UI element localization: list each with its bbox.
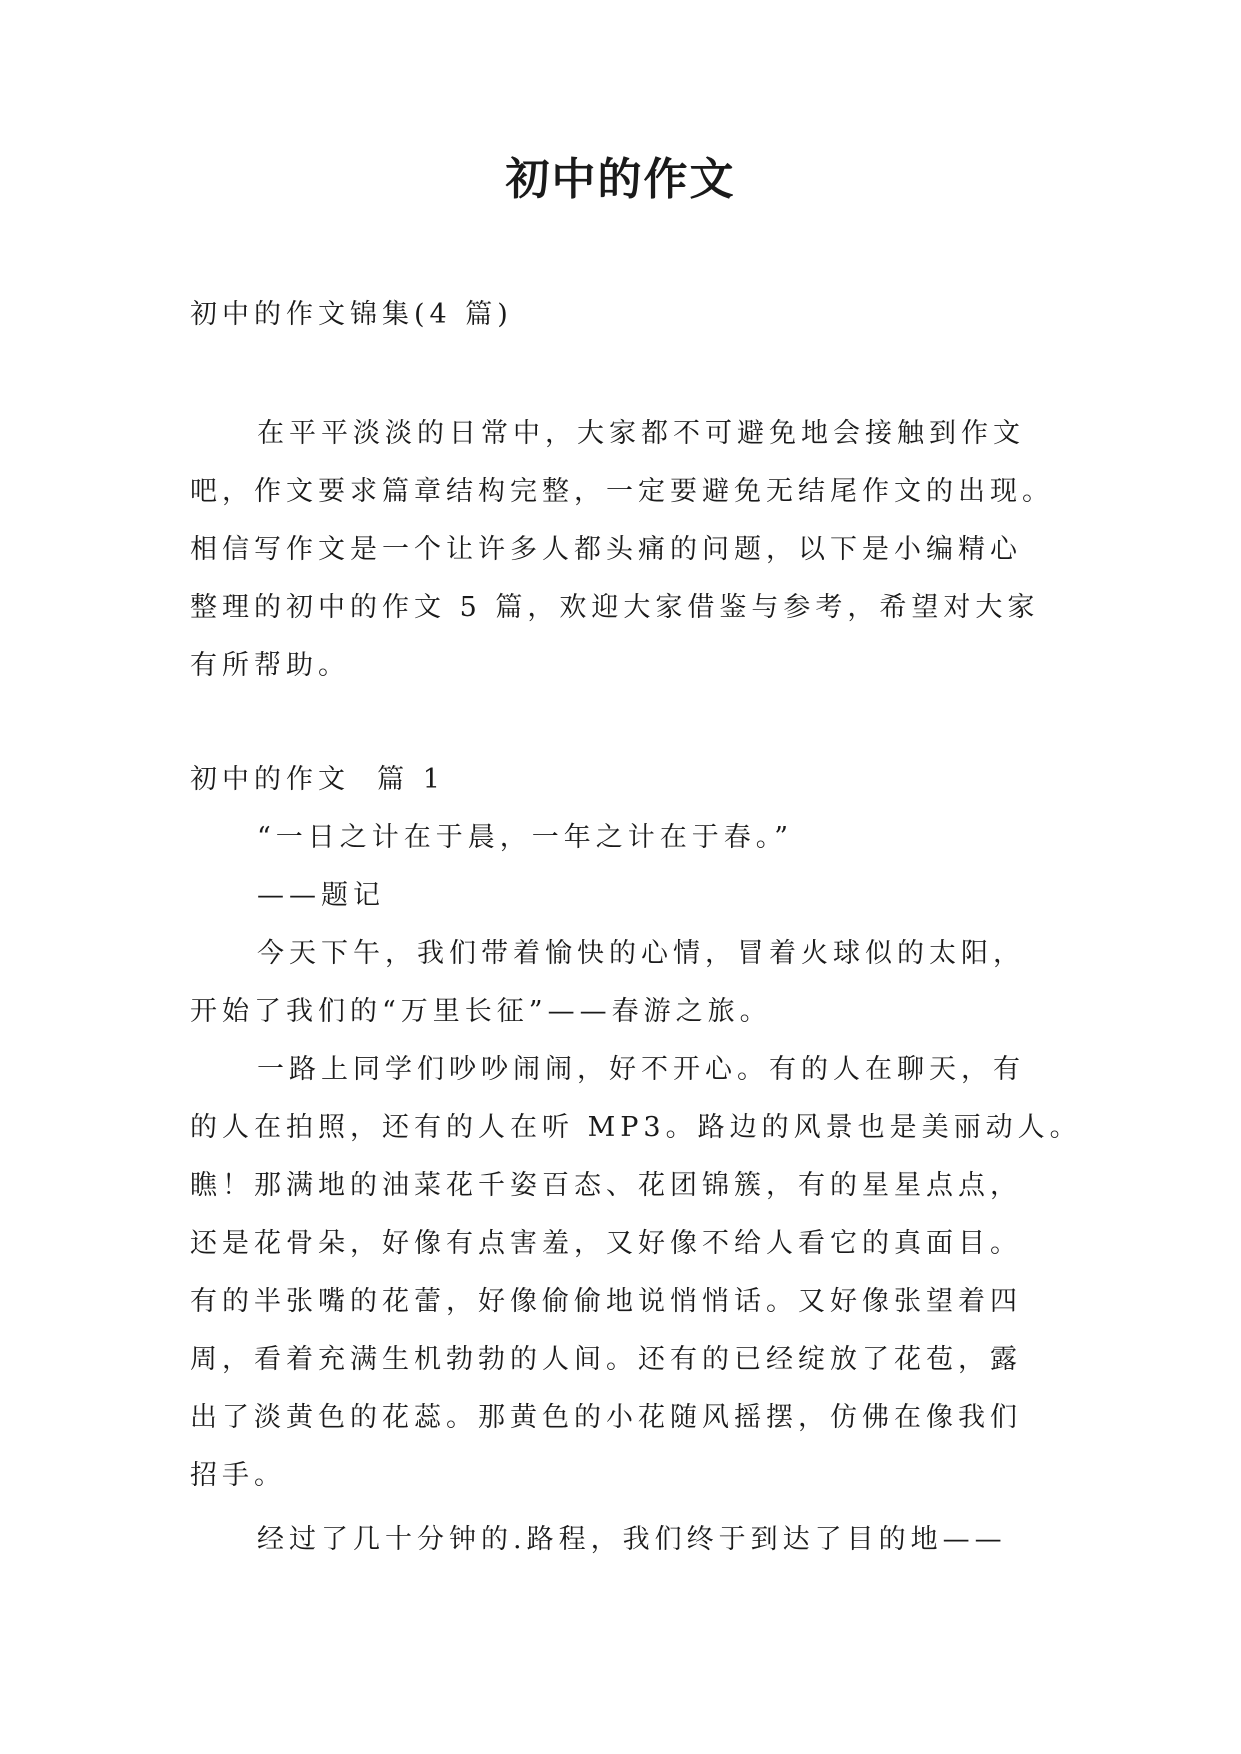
paragraph-line: 有的半张嘴的花蕾，好像偷偷地说悄悄话。又好像张望着四 — [190, 1286, 1022, 1317]
paragraph-line: 出了淡黄色的花蕊。那黄色的小花随风摇摆，仿佛在像我们 — [190, 1402, 1022, 1433]
paragraph-line: 周，看着充满生机勃勃的人间。还有的已经绽放了花苞，露 — [190, 1344, 1022, 1375]
paragraph-line: 经过了几十分钟的.路程，我们终于到达了目的地—— — [257, 1524, 1007, 1555]
intro-line: 整理的初中的作文 5 篇，欢迎大家借鉴与参考，希望对大家 — [190, 592, 1040, 623]
document-body — [190, 286, 1082, 1569]
section-heading: 初中的作文 篇 1 — [190, 764, 445, 795]
intro-line: 相信写作文是一个让许多人都头痛的问题，以下是小编精心 — [190, 534, 1022, 565]
paragraph-3 — [190, 1511, 1070, 1569]
paragraph-line: 瞧！那满地的油菜花千姿百态、花团锦簇，有的星星点点， — [190, 1170, 1022, 1201]
paragraph-2 — [190, 1041, 1082, 1505]
spacer — [190, 695, 1070, 751]
epigraph-source: ——题记 — [257, 880, 385, 911]
intro-line: 吧，作文要求篇章结构完整，一定要避免无结尾作文的出现。 — [190, 476, 1054, 507]
epigraph-quote: “一日之计在于晨，一年之计在于春。” — [257, 822, 794, 853]
document-title: 初中的作文 — [505, 154, 736, 205]
intro-paragraph — [190, 405, 1070, 695]
paragraph-line: 一路上同学们吵吵闹闹，好不开心。有的人在聊天，有 — [257, 1054, 1025, 1085]
paragraph-line: 还是花骨朵，好像有点害羞，又好像不给人看它的真面目。 — [190, 1228, 1022, 1259]
paragraph-line: 招手。 — [190, 1460, 286, 1491]
collection-subtitle: 初中的作文锦集(4 篇) — [190, 299, 513, 330]
paragraph-line: 开始了我们的“万里长征”——春游之旅。 — [190, 996, 772, 1027]
intro-line: 有所帮助。 — [190, 650, 350, 681]
paragraph-1 — [190, 925, 1070, 1041]
paragraph-line: 的人在拍照，还有的人在听 MP3。路边的风景也是美丽动人。 — [190, 1112, 1082, 1143]
paragraph-line: 今天下午，我们带着愉快的心情，冒着火球似的太阳， — [257, 938, 1025, 969]
intro-line: 在平平淡淡的日常中，大家都不可避免地会接触到作文 — [257, 418, 1025, 449]
spacer — [190, 344, 1070, 405]
